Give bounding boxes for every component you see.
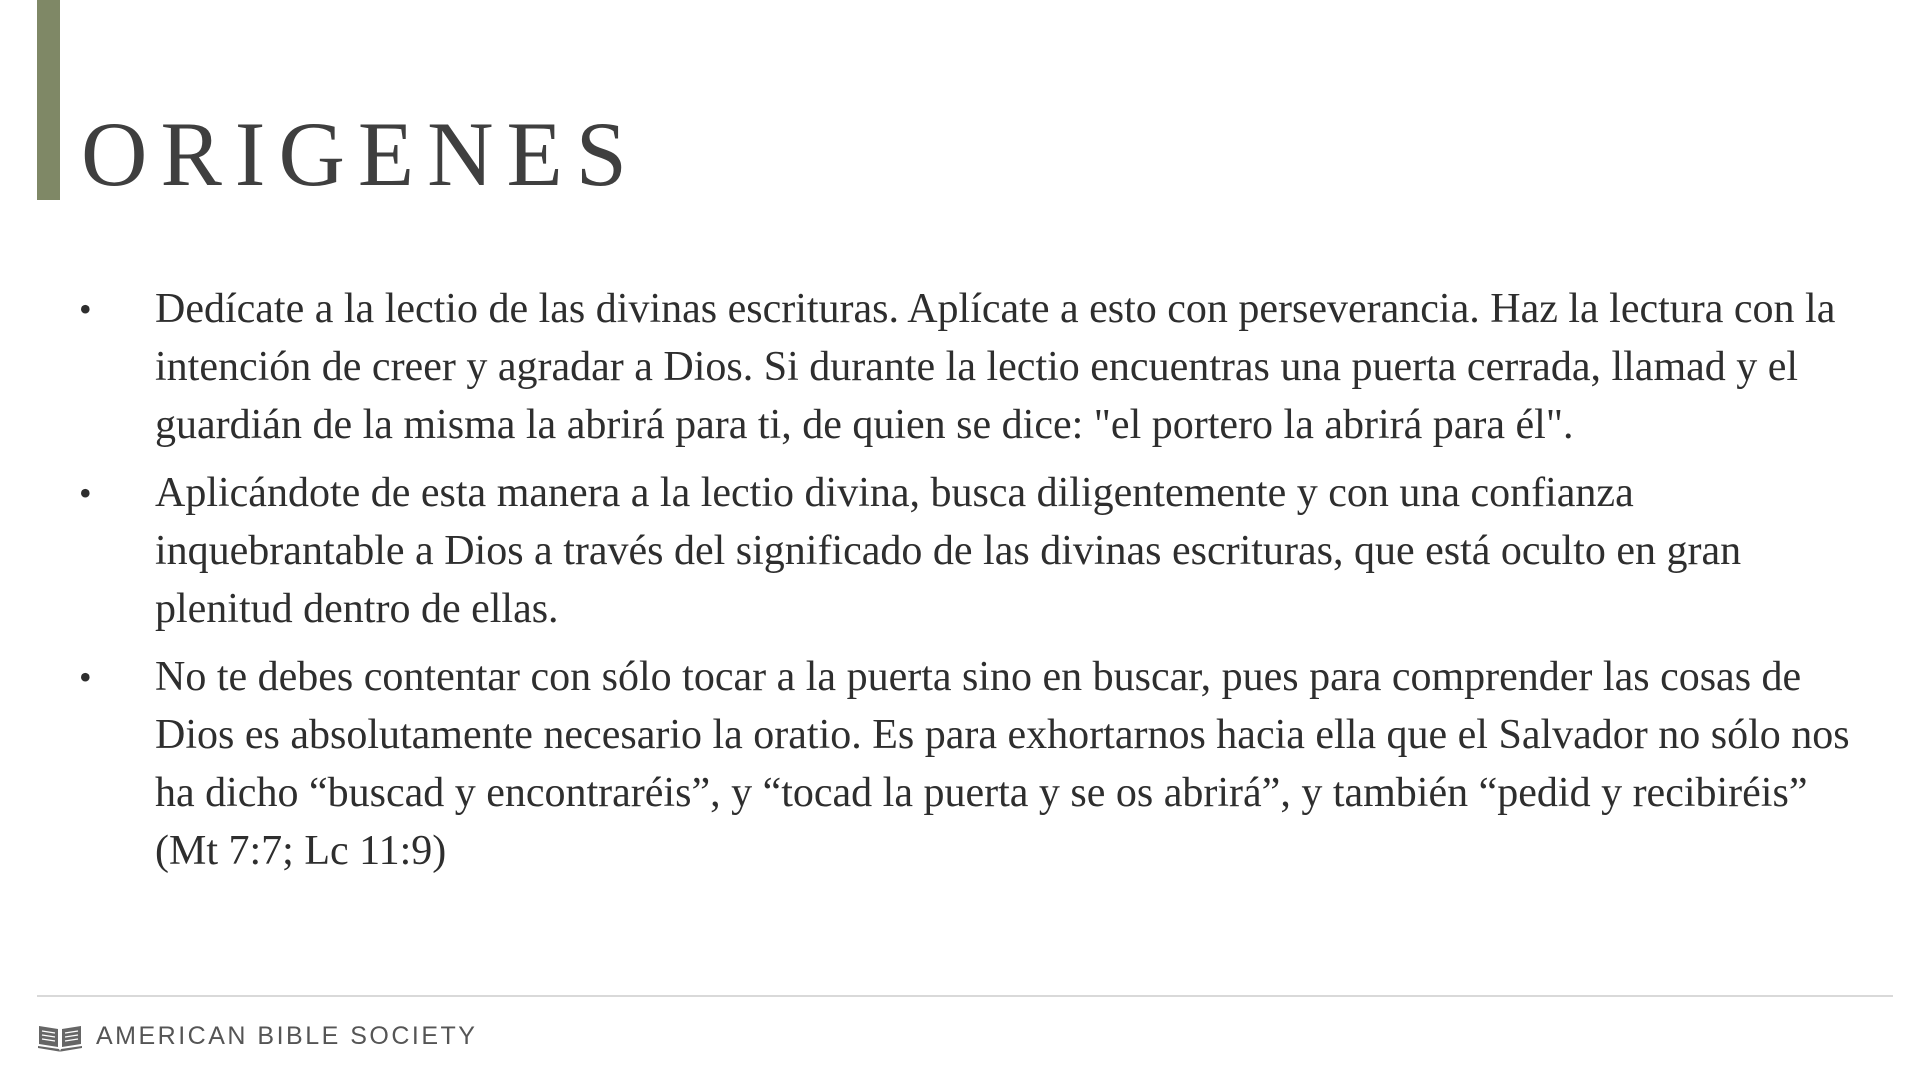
bullet-glyph: • (79, 657, 92, 697)
bullet-item (0, 280, 1870, 454)
bullet-list (0, 280, 1920, 890)
open-book-icon (37, 1020, 83, 1052)
footer-divider (37, 995, 1893, 997)
footer-brand-name: AMERICAN BIBLE SOCIETY (96, 1022, 478, 1050)
bullet-text: Aplicándote de esta manera a la lectio divina, busca diligentemente y con una confianza inquebrantable a Dios a través del significado de las divinas escrituras, que está oculto en gran plenitud dentro de ellas. (155, 470, 1742, 632)
bullet-text: No te debes contentar con sólo tocar a la puerta sino en buscar, pues para comprender las cosas de Dios es absolutamente necesario la oratio. Es para exhortarnos hacia ella que el Salvador no sólo nos ha dicho “buscad y encontraréis”, y “tocad la puerta y se os abrirá”, y también “pedid y recibiréis” (Mt 7:7; Lc 11:9) (155, 654, 1850, 874)
bullet-item (0, 464, 1870, 638)
bullet-item (0, 648, 1870, 880)
bullet-glyph: • (79, 473, 92, 513)
bullet-text: Dedícate a la lectio de las divinas escrituras. Aplícate a esto con perseverancia. Haz la lectura con la intención de creer y agradar a Dios. Si durante la lectio encuentras una puerta cerrada, llamad y el guardián de la misma la abrirá para ti, de quien se dice: "el portero la abrirá para él". (155, 286, 1836, 448)
slide-title: ORIGENES (81, 103, 640, 205)
title-accent-bar (37, 0, 60, 200)
bullet-glyph: • (79, 289, 92, 329)
